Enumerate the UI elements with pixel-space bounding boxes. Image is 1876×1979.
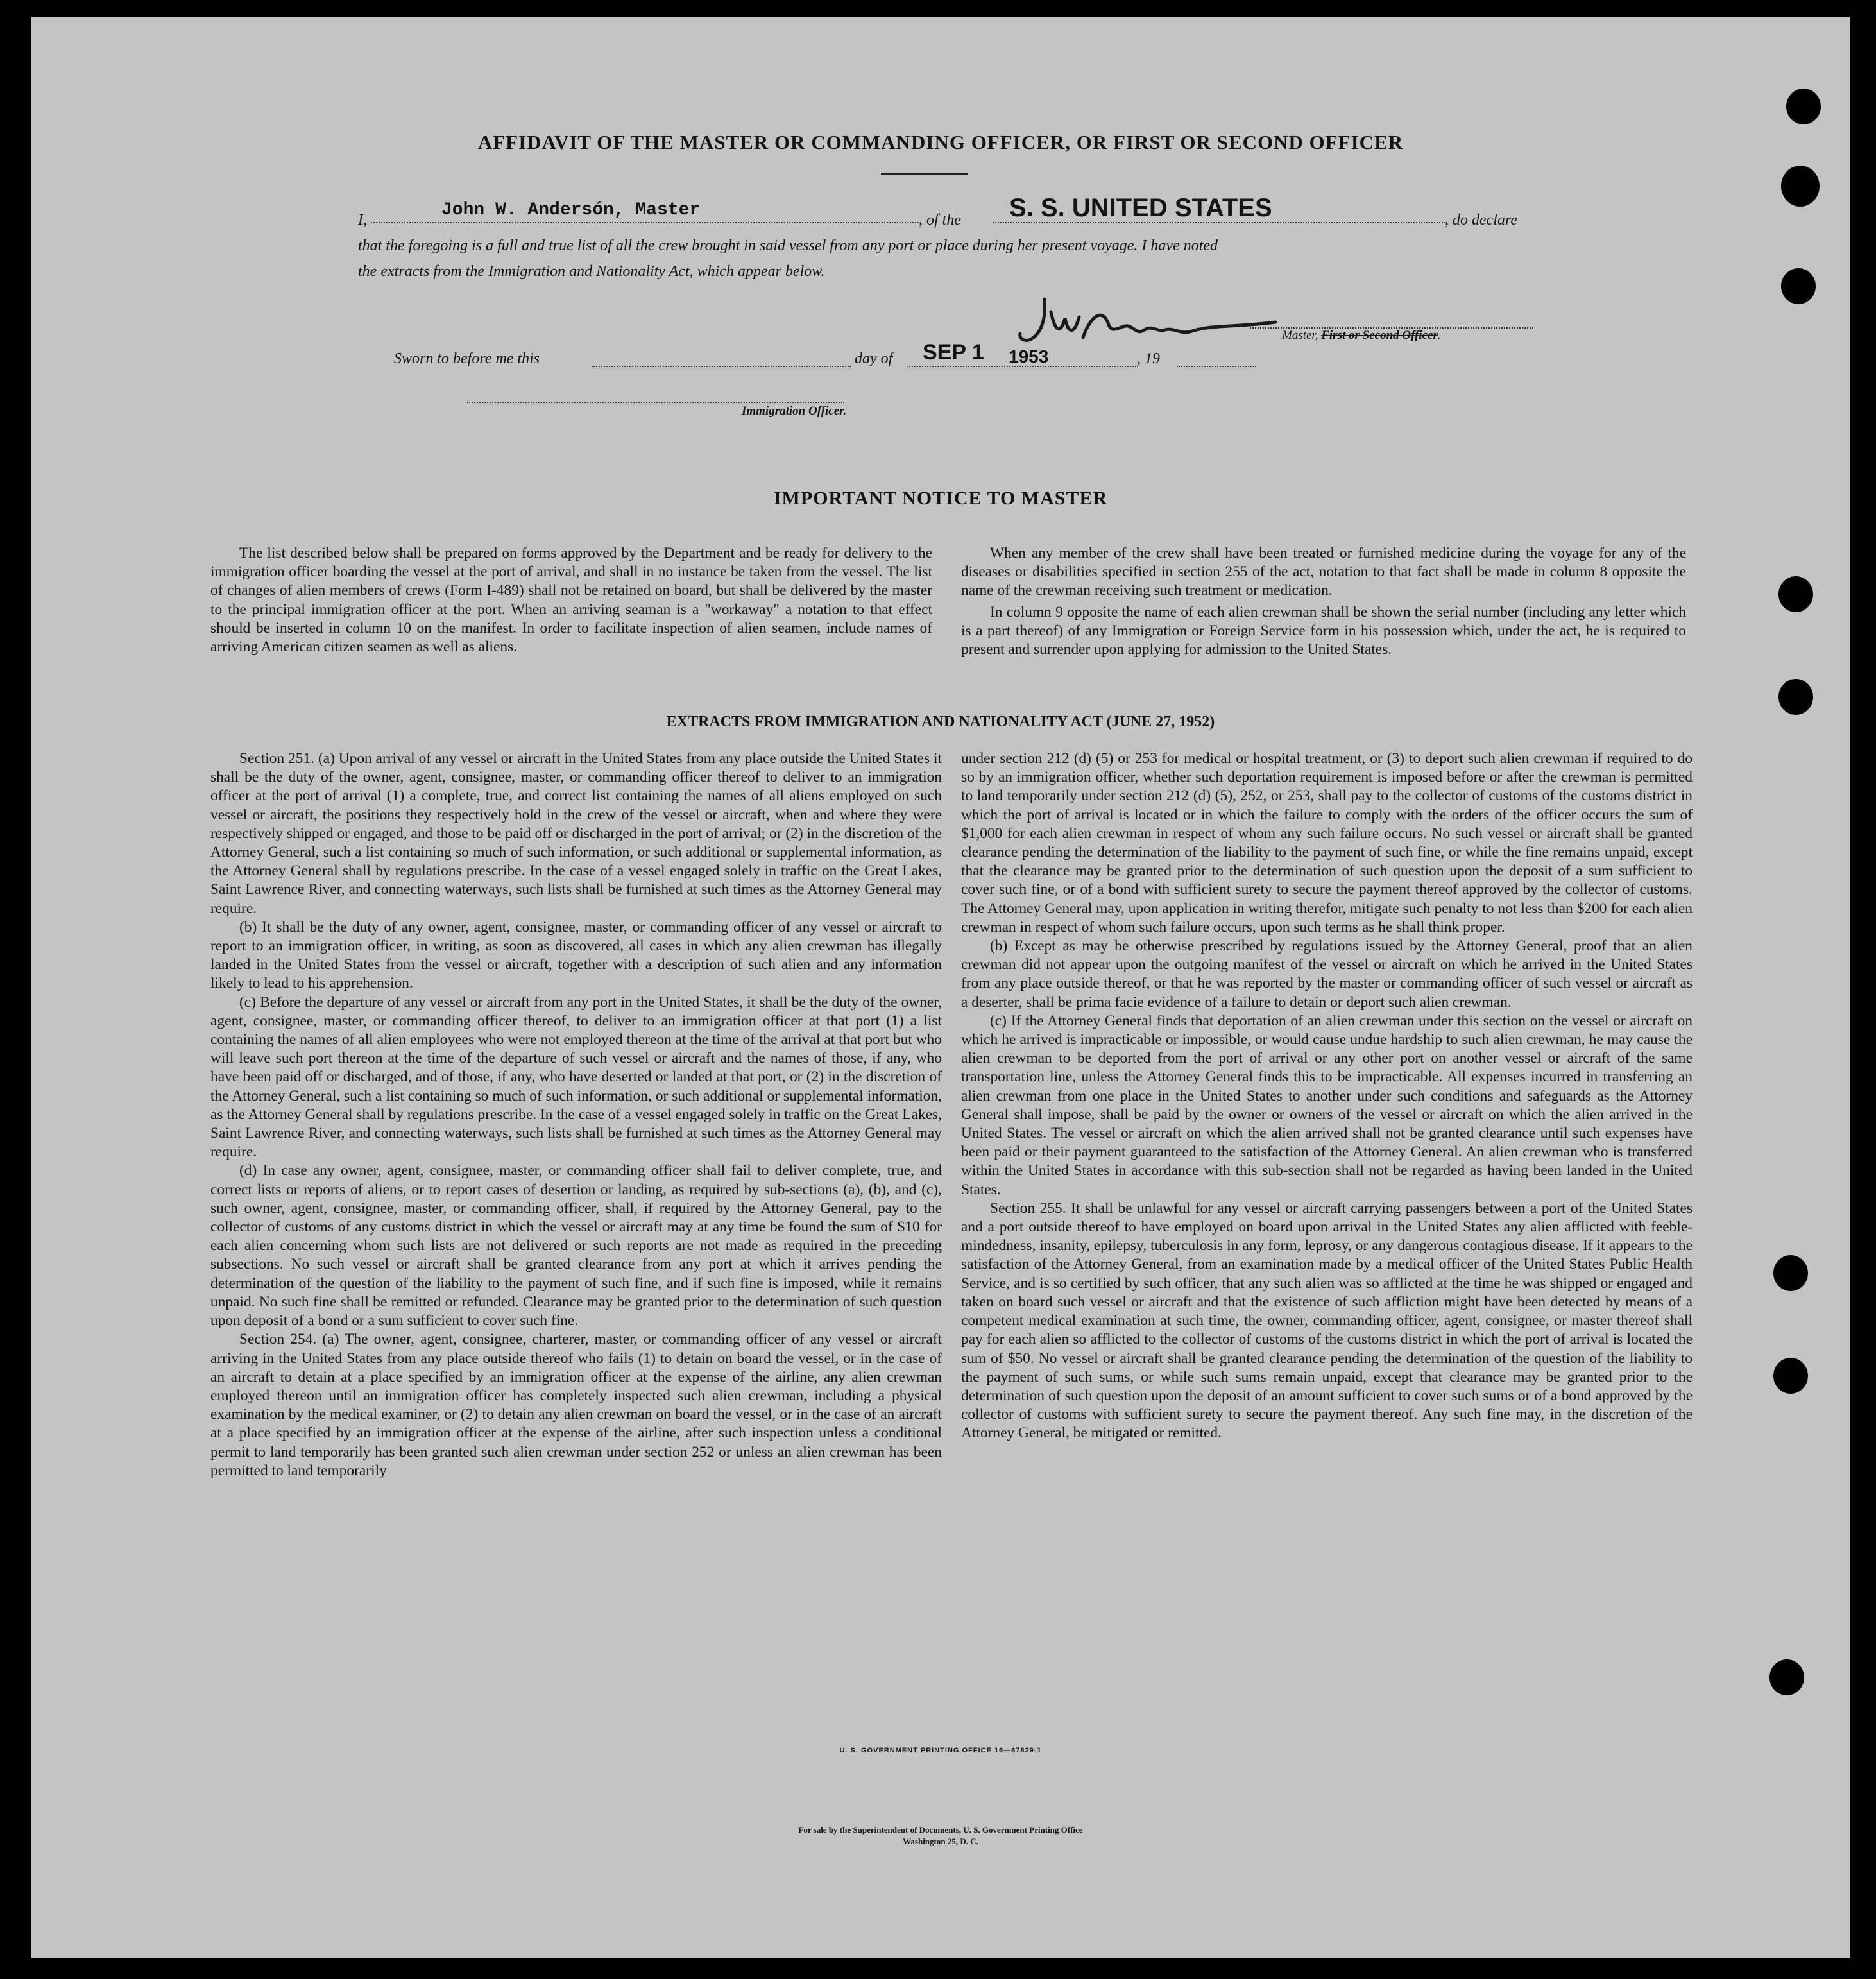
punch-hole (1781, 166, 1820, 207)
year-stamp: 1953 (1009, 347, 1049, 366)
punch-hole (1778, 679, 1813, 715)
notice-left-column (210, 544, 932, 656)
do-declare-label: , do declare (1445, 212, 1518, 228)
declaration-line-1: that the foregoing is a full and true list of all the crew brought in said vessel from any port or place during her present voyage. I have noted (358, 237, 1218, 254)
signature-title (1282, 329, 1441, 343)
extracts-title: EXTRACTS FROM IMMIGRATION AND NATIONALITY ACT (JUNE 27, 1952) (666, 714, 1215, 730)
notice-paragraph: When any member of the crew shall have been treated or furnished medicine during the voyage for any of the diseases or disabilities specified in section 255 of the act, notation to that fact shall be made in column 8 opposite the name of the crewman receiving such treatment or medication. (961, 545, 1686, 599)
year-suffix: , 19 (1137, 350, 1160, 367)
sworn-label: Sworn to before me this (394, 350, 540, 367)
date-stamp: SEP 1 (923, 340, 984, 364)
extracts-left-column (210, 750, 942, 1480)
immigration-officer-label: Immigration Officer. (742, 404, 847, 418)
extracts-right-column (961, 750, 1693, 1443)
declaration-line-2: the extracts from the Immigration and Nationality Act, which appear below. (358, 263, 825, 280)
punch-hole (1778, 576, 1813, 612)
punch-hole (1781, 268, 1816, 304)
act-paragraph: under section 212 (d) (5) or 253 for medical or hospital treatment, or (3) to deport such alien crewman if required to do so by an immigration officer, whether such deportation requirement is imposed before or after the crewman is permitted to land temporarily under section 212 (d) (5), 252, or 253, shall pay to the collector of customs of the customs district in which the port of arrival is located or in which the failure to comply with the orders of the officer occurs the sum of $1,000 for each alien crewman in respect of whom any such failure occurs. No such vessel or aircraft shall be granted clearance pending the determination of the liability to the payment of such fine, or while the fine remains unpaid, except that the clearance may be granted prior to the determination of such question upon the deposit of a sum sufficient to cover such fine, or of a bond with sufficient surety to secure the payment thereof approved by the collector of customs. The Attorney General may, upon application in writing therefor, mitigate such penalty to not less than $200 for each alien crewman in respect of whom such failure occurs, upon such terms as he shall think proper. (961, 750, 1693, 936)
notice-title: IMPORTANT NOTICE TO MASTER (773, 488, 1108, 509)
signature-title-prefix: Master, (1282, 329, 1322, 342)
of-the-label: , of the (919, 212, 961, 228)
act-paragraph: (b) Except as may be otherwise prescribed by regulations issued by the Attorney General, proof that an alien crewman did not appear upon the outgoing manifest of the vessel or aircraft on which he arrived in the United States from any place outside thereof, or that he was reported by the master or commanding officer of such vessel or aircraft as a deserter, shall be prima facie evidence of a failure to detain or deport such alien crewman. (961, 938, 1693, 1011)
act-paragraph: (b) It shall be the duty of any owner, agent, consignee, master, or commanding officer of any vessel or aircraft to report to an immigration officer, in writing, as soon as discovered, all cases in which any alien crewman has illegally landed in the United States from the vessel or aircraft, together with a description of such alien and any information likely to lead to his apprehension. (210, 918, 942, 992)
act-paragraph: Section 255. It shall be unlawful for any vessel or aircraft carrying passengers between a port of the United States and a port outside thereof to have employed on board upon arrival in the United States any alien afflicted with feeble-mindedness, insanity, epilepsy, tuberculosis in any form, leprosy, or any dangerous contagious disease. If it appears to the satisfaction of the Attorney General, from an examination made by a medical officer of the United States Public Health Service, and is so certified by such officer, that any such alien was so afflicted at the time he was shipped or engaged and taken on board such vessel or aircraft and that the existence of such affliction might have been detected by means of a competent medical examination at such time, the owner, commanding officer, agent, consignee, or master thereof shall pay for each alien so afflicted to the collector of customs of the customs district in which the port of arrival is located the sum of $50. No vessel or aircraft shall be granted clearance pending the determination of the question of the liability to the payment of such sums, or while such sums remain unpaid, except that clearance may be granted prior to the determination of such question upon the deposit of an amount sufficient to cover such sums or of a bond approved by the collector of customs with sufficient surety to secure the payment thereof. Any such fine may, in the discretion of the Attorney General, be mitigated or remitted. (961, 1199, 1693, 1442)
sale-notice-line-2: Washington 25, D. C. (903, 1837, 978, 1846)
punch-hole (1786, 89, 1821, 124)
act-paragraph: Section 251. (a) Upon arrival of any vessel or aircraft in the United States from any place outside the United States it shall be the duty of the owner, agent, consignee, master, or commanding officer thereof to deliver to an immigration officer at the port of arrival (1) a complete, true, and correct list containing the names of all aliens employed on such vessel or aircraft, the positions they respectively hold in the crew of the vessel or aircraft, when and where they were respectively shipped or engaged, and those to be paid off or discharged in the port of arrival; or (2) in the discretion of the Attorney General, such a list containing so much of such information, or such additional or supplemental information, as the Attorney General shall by regulations prescribe. In the case of a vessel engaged solely in traffic on the Great Lakes, Saint Lawrence River, and connecting waterways, such lists shall be furnished at such times as the Attorney General may require. (210, 750, 942, 917)
declarant-name: John W. Andersón, Master (441, 200, 701, 220)
act-paragraph: (c) If the Attorney General finds that deportation of an alien crewman under this section on the vessel or aircraft on which he arrived is impracticable or impossible, or would cause undue hardship to such alien crewman, he may cause the alien crewman to be deported from the port of arrival or any other port on another vessel or aircraft of the same transportation line, unless the Attorney General finds this to be impracticable. All expenses incurred in transferring an alien crewman from one place in the United States to another under such conditions and safeguards as the Attorney General shall impose, shall be paid by the owner or owners of the vessel or aircraft on which the alien arrived in the United States. The vessel or aircraft on which the alien arrived shall not be granted clearance until such expenses have been paid or their payment guaranteed to the satisfaction of the Attorney General. An alien crewman who is transferred within the United States in accordance with this sub-section shall not be regarded as having been landed in the United States. (961, 1012, 1693, 1198)
notice-paragraph: In column 9 opposite the name of each alien crewman shall be shown the serial number (including any letter which is a part thereof) of any Immigration or Foreign Service form in his possession which, under the act, he is required to present and surrender upon applying for admission to the United States. (961, 603, 1686, 658)
printing-office-imprint: U. S. GOVERNMENT PRINTING OFFICE 16—67829-1 (839, 1747, 1042, 1754)
act-paragraph: Section 254. (a) The owner, agent, consignee, charterer, master, or commanding officer of any vessel or aircraft arriving in the United States from any place outside thereof who fails (1) to detain on board the vessel, or in the case of an aircraft to detain at a place specified by an immigration officer at the expense of the airline, any alien crewman employed thereon until an immigration officer has completely inspected such alien crewman, including a physical examination by the medical examiner, or (2) to detain any alien crewman on board the vessel, or in the case of an aircraft at a place specified by an immigration officer at the expense of the airline, after such inspection unless a conditional permit to land temporarily has been granted such alien crewman under section 252 or unless an alien crewman has been permitted to land temporarily (210, 1331, 942, 1479)
punch-hole (1769, 1659, 1804, 1695)
master-signature (1006, 280, 1288, 357)
affidavit-title: AFFIDAVIT OF THE MASTER OR COMMANDING OFFICER, OR FIRST OR SECOND OFFICER (477, 131, 1404, 153)
title-divider (881, 173, 968, 175)
notice-paragraph: The list described below shall be prepared on forms approved by the Department and be ready for delivery to the immigration officer boarding the vessel at the port of arrival, and shall in no instance be taken from the vessel. The list of changes of alien members of crews (Form I-489) shall not be retained on board, but shall be delivered by the master to the principal immigration officer at the port. When an arriving seaman is a "workaway" a notation to that effect should be inserted in column 10 on the manifest. In order to facilitate inspection of alien seamen, include names of arriving American citizen seamen as well as aliens. (210, 545, 932, 656)
act-paragraph: (d) In case any owner, agent, consignee, master, or commanding officer shall fail to deliver complete, true, and correct lists or reports of aliens, or to report cases of desertion or landing, as required by sub-sections (a), (b), and (c), such owner, agent, consignee, master, or commanding officer, shall, if required by the Attorney General, pay to the collector of customs of any customs district in which the vessel or aircraft may at any time be found the sum of $10 for each alien concerning whom such lists are not delivered or such reports are not made as required in the preceding subsections. No such vessel or aircraft shall be granted clearance from any port at which it arrives pending the determination of the question of the liability to the payment of such fine, and if such fine is imposed, while it remains unpaid. No such fine shall be remitted or refunded. Clearance may be granted prior to the determination of such question upon deposit of a bond or a sum sufficient to cover such fine. (210, 1162, 942, 1330)
day-of-label: day of (855, 350, 893, 367)
declarant-prefix: I, (358, 212, 367, 228)
notice-right-column (961, 544, 1686, 659)
signature-title-suffix: . (1437, 329, 1441, 342)
struck-officer-text: First or Second Officer (1321, 329, 1438, 342)
document-page (31, 17, 1850, 1958)
act-paragraph: (c) Before the departure of any vessel or aircraft from any port in the United States, it shall be the duty of the owner, agent, consignee, master, or commanding officer thereof, to deliver to an immigration officer at that port (1) a list containing the names of all alien employees who were not employed thereon at the time of the arrival at that port but who will leave such port thereon at the time of the departure of such vessel or aircraft and the names of those, if any, who have been paid off or discharged, and of those, if any, who have deserted or landed at that port, or (2) in the discretion of the Attorney General, such a list containing so much of such information, or such additional or supplemental information, as the Attorney General shall by regulations prescribe. In the case of a vessel engaged solely in traffic on the Great Lakes, Saint Lawrence River, and connecting waterways, such lists shall be furnished at such times as the Attorney General may require. (210, 993, 942, 1161)
vessel-name: S. S. UNITED STATES (1009, 194, 1272, 222)
punch-hole (1773, 1255, 1808, 1291)
punch-hole (1773, 1358, 1808, 1394)
sale-notice-line-1: For sale by the Superintendent of Documents, U. S. Government Printing Office (798, 1825, 1083, 1835)
